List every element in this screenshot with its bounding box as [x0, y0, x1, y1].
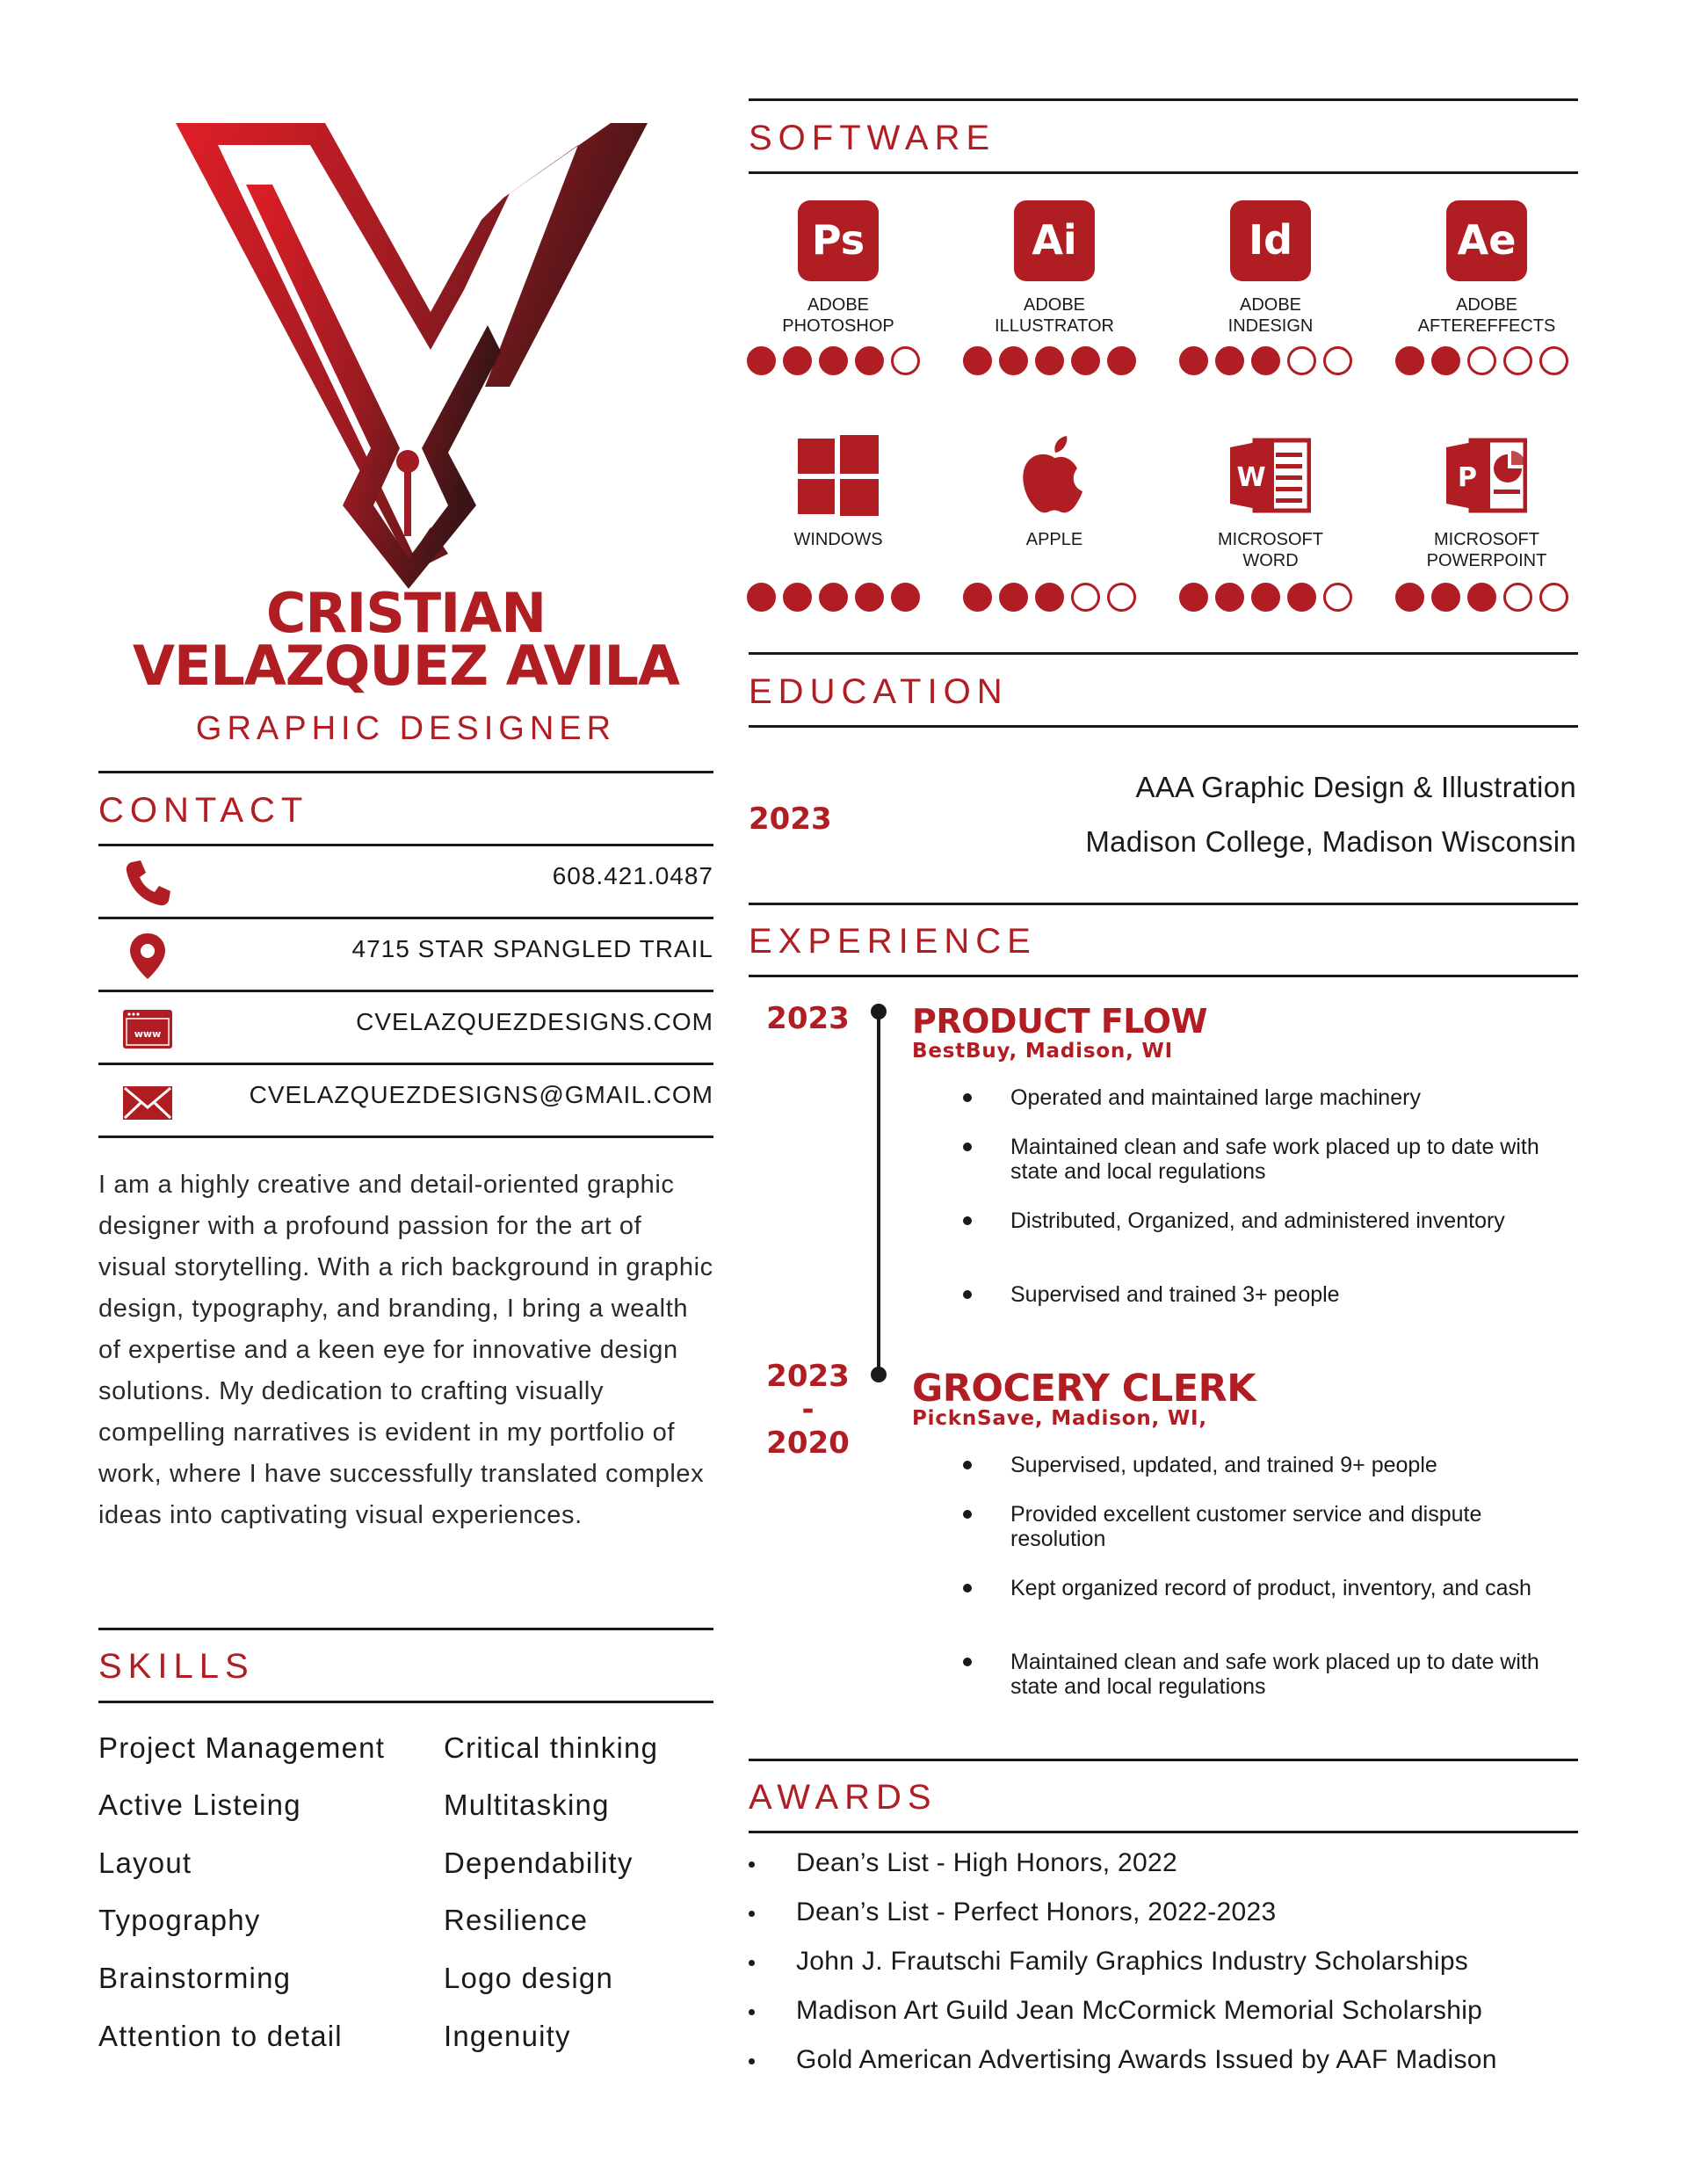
divider	[749, 1831, 1578, 1833]
rating-dot-filled	[1071, 346, 1100, 375]
bio-paragraph: I am a highly creative and detail-oriented graphic designer with a profound passion for the art of visual storytelling. With a rich background in graphic design, typography, and branding, I bring a wealth of expertise and a keen eye for innovative design solutions. My dedication to crafting visually compelling narratives is evident in my portfolio of work, where I have successfully translated complex ideas into captivating visual experiences.	[98, 1171, 713, 1529]
software-aftereffects	[1394, 200, 1579, 337]
contact-phone[interactable]: 608.421.0487	[552, 862, 713, 889]
software-indesign	[1178, 200, 1363, 337]
skills-section-title: SKILLS	[98, 1647, 255, 1686]
rating-dot-empty	[1107, 583, 1136, 612]
skill-item: Resilience	[444, 1904, 589, 1936]
software-powerpoint	[1394, 435, 1579, 571]
skill-item: Active Listeing	[98, 1789, 301, 1821]
photoshop-icon	[798, 200, 879, 281]
software-label: PHOTOSHOP	[782, 316, 894, 336]
job-bullet: Maintained clean and safe work placed up to date with state and local regulations	[1010, 1135, 1555, 1184]
rating-dot-empty	[1071, 583, 1100, 612]
job-bullet: Distributed, Organized, and administered inventory	[1010, 1208, 1555, 1233]
software-label: ADOBE	[1239, 295, 1302, 315]
rating-dot-filled	[783, 346, 812, 375]
education-degree: AAA Graphic Design & Illustration	[1135, 771, 1576, 803]
software-label: ADOBE	[807, 295, 870, 315]
divider	[98, 1701, 713, 1703]
rating-dot-empty	[1503, 346, 1532, 375]
skill-item: Multitasking	[444, 1789, 610, 1821]
phone-icon	[123, 859, 172, 908]
job-bullet: Maintained clean and safe work placed up to date with state and local regulations	[1010, 1650, 1555, 1699]
aftereffects-badge: Ae	[1457, 216, 1517, 264]
awards-section-title: AWARDS	[749, 1778, 938, 1817]
indesign-badge: Id	[1248, 216, 1293, 264]
divider	[749, 1759, 1578, 1761]
skill-item: Dependability	[444, 1847, 634, 1879]
divider	[749, 98, 1578, 101]
contact-address: 4715 STAR SPANGLED TRAIL	[351, 935, 713, 962]
job-year-separator: -	[801, 1392, 815, 1427]
rating-dot-filled	[999, 583, 1028, 612]
job-year-start: 2023	[766, 1359, 850, 1394]
rating-dot-filled	[1035, 583, 1064, 612]
svg-text:W: W	[1236, 462, 1266, 493]
software-section-title: SOFTWARE	[749, 119, 996, 157]
rating-dot-filled	[819, 346, 848, 375]
award-item: Dean’s List - Perfect Honors, 2022-2023	[796, 1897, 1277, 1926]
name-line-1: CRISTIAN	[265, 581, 547, 645]
skill-item: Logo design	[444, 1962, 614, 1994]
word-icon	[1230, 435, 1311, 516]
contact-email[interactable]: CVELAZQUEZDESIGNS@GMAIL.COM	[249, 1081, 713, 1108]
timeline-line	[877, 1009, 880, 1373]
divider	[749, 903, 1578, 905]
timeline-dot	[871, 1004, 887, 1019]
illustrator-badge: Ai	[1032, 216, 1077, 264]
aftereffects-icon	[1446, 200, 1527, 281]
software-apple	[962, 435, 1147, 550]
software-label: APPLE	[1025, 530, 1083, 549]
job-title: PRODUCT FLOW	[912, 1002, 1207, 1041]
award-item: Gold American Advertising Awards Issued by AAF Madison	[796, 2045, 1497, 2074]
windows-icon	[798, 435, 879, 516]
job-bullet: Supervised, updated, and trained 9+ people	[1010, 1453, 1555, 1477]
rating-dot-filled	[1035, 346, 1064, 375]
rating-dot-filled	[963, 583, 992, 612]
software-photoshop	[746, 200, 930, 337]
divider	[749, 652, 1578, 655]
photoshop-badge: Ps	[811, 216, 865, 264]
job-bullet: Provided excellent customer service and dispute resolution	[1010, 1502, 1555, 1551]
job-bullet: Supervised and trained 3+ people	[1010, 1282, 1555, 1307]
rating-dot-filled	[747, 346, 776, 375]
divider	[98, 1136, 713, 1138]
software-label: MICROSOFT	[1434, 530, 1539, 549]
contact-website[interactable]: CVELAZQUEZDESIGNS.COM	[356, 1008, 713, 1035]
job-company: PicknSave, Madison, WI,	[912, 1407, 1207, 1430]
skill-item: Attention to detail	[98, 2020, 343, 2052]
name-line-2: VELAZQUEZ AVILA	[132, 634, 680, 698]
education-section-title: EDUCATION	[749, 672, 1009, 711]
rating-dot-empty	[1323, 346, 1352, 375]
contact-phone-row	[98, 846, 713, 917]
location-pin-icon	[123, 932, 172, 981]
skill-item: Project Management	[98, 1731, 386, 1764]
divider	[749, 171, 1578, 174]
divider	[98, 771, 713, 773]
rating-dot-empty	[1503, 583, 1532, 612]
indesign-icon	[1230, 200, 1311, 281]
divider	[749, 975, 1578, 977]
software-label: ADOBE	[1455, 295, 1518, 315]
apple-icon	[1014, 435, 1095, 516]
contact-section-title: CONTACT	[98, 791, 309, 830]
software-label: INDESIGN	[1227, 316, 1314, 336]
skill-item: Brainstorming	[98, 1962, 292, 1994]
job-bullet: Operated and maintained large machinery	[1010, 1085, 1555, 1110]
rating-dot-empty	[1467, 346, 1496, 375]
rating-dot-filled	[1251, 583, 1280, 612]
software-label: POWERPOINT	[1426, 551, 1547, 570]
rating-dot-filled	[999, 346, 1028, 375]
software-label: ADOBE	[1023, 295, 1086, 315]
job-year-range	[749, 1360, 867, 1460]
contact-address-row	[98, 919, 713, 990]
powerpoint-icon	[1446, 435, 1527, 516]
rating-dot-filled	[1431, 583, 1460, 612]
software-label: WORD	[1242, 551, 1299, 570]
award-item: Dean’s List - High Honors, 2022	[796, 1848, 1177, 1877]
rating-dot-filled	[1179, 346, 1208, 375]
contact-website-row	[98, 992, 713, 1063]
rating-dot-filled	[1395, 583, 1424, 612]
software-illustrator	[962, 200, 1147, 337]
job-company: BestBuy, Madison, WI	[912, 1040, 1173, 1063]
software-label: WINDOWS	[793, 530, 883, 549]
rating-dot-filled	[1215, 583, 1244, 612]
job-title: GROCERY CLERK	[912, 1367, 1256, 1411]
software-windows	[746, 435, 930, 550]
software-word	[1178, 435, 1363, 571]
software-label: AFTEREFFECTS	[1417, 316, 1556, 336]
rating-dot-filled	[1395, 346, 1424, 375]
rating-dot-filled	[1251, 346, 1280, 375]
rating-dot-filled	[1179, 583, 1208, 612]
rating-dot-filled	[891, 583, 920, 612]
logo-icon	[167, 114, 650, 589]
skill-item: Layout	[98, 1847, 192, 1879]
rating-dot-filled	[783, 583, 812, 612]
software-label: MICROSOFT	[1218, 530, 1323, 549]
illustrator-icon	[1014, 200, 1095, 281]
rating-dot-empty	[1539, 583, 1568, 612]
rating-dot-filled	[819, 583, 848, 612]
skill-item: Typography	[98, 1904, 261, 1936]
rating-dot-empty	[1287, 346, 1316, 375]
education-year: 2023	[749, 802, 832, 837]
experience-section-title: EXPERIENCE	[749, 922, 1037, 961]
divider	[98, 1628, 713, 1630]
divider	[749, 725, 1578, 728]
timeline-dot	[871, 1367, 887, 1382]
rating-dot-filled	[855, 346, 884, 375]
rating-dot-filled	[855, 583, 884, 612]
envelope-icon	[123, 1077, 172, 1127]
svg-text:P: P	[1458, 462, 1477, 493]
rating-dot-filled	[963, 346, 992, 375]
rating-dot-filled	[1431, 346, 1460, 375]
rating-dot-filled	[1215, 346, 1244, 375]
rating-dot-filled	[1467, 583, 1496, 612]
applicant-name	[98, 581, 713, 698]
job-year: 2023	[766, 1001, 850, 1036]
award-item: Madison Art Guild Jean McCormick Memorial Scholarship	[796, 1996, 1483, 2025]
job-year-end: 2020	[766, 1426, 850, 1461]
education-school: Madison College, Madison Wisconsin	[1085, 825, 1576, 858]
job-role: GRAPHIC DESIGNER	[195, 710, 617, 747]
skill-item: Ingenuity	[444, 2020, 571, 2052]
rating-dot-filled	[1287, 583, 1316, 612]
rating-dot-filled	[1107, 346, 1136, 375]
award-item: John J. Frautschi Family Graphics Industry Scholarships	[796, 1947, 1469, 1976]
job-bullet: Kept organized record of product, inventory, and cash	[1010, 1576, 1555, 1600]
rating-dot-empty	[1539, 346, 1568, 375]
contact-email-row	[98, 1065, 713, 1136]
rating-dot-empty	[891, 346, 920, 375]
skill-item: Critical thinking	[444, 1731, 659, 1764]
rating-dot-filled	[747, 583, 776, 612]
svg-text:www: www	[134, 1028, 162, 1040]
web-browser-icon	[123, 1005, 172, 1054]
rating-dot-empty	[1323, 583, 1352, 612]
software-label: ILLUSTRATOR	[995, 316, 1114, 336]
